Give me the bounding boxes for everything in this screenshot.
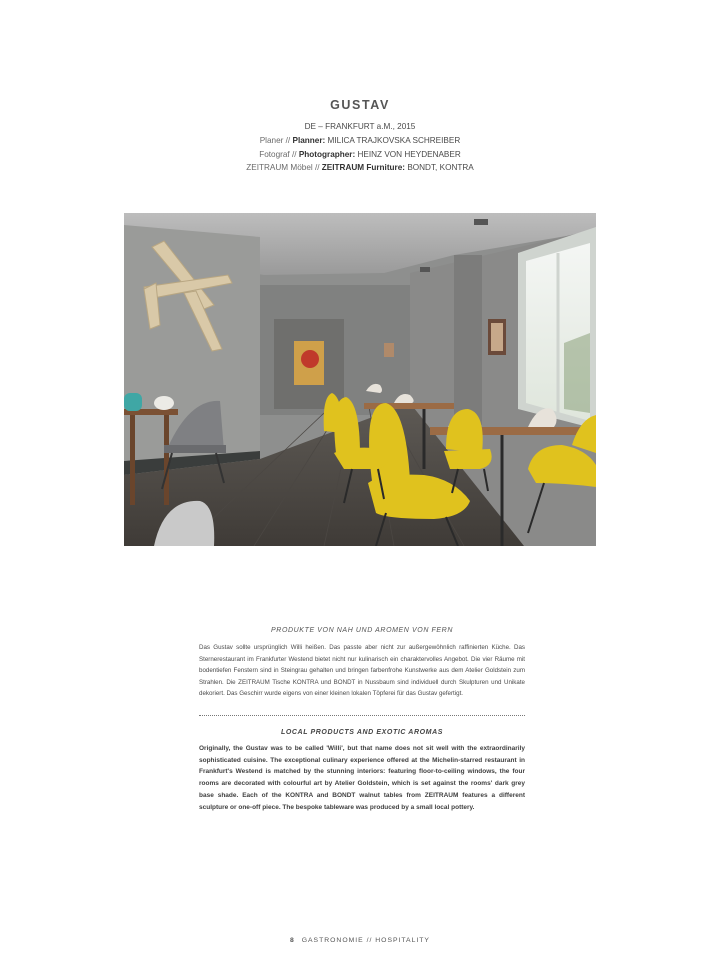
page-footer	[0, 937, 720, 944]
photographer-label-de: Fotograf //	[259, 149, 297, 159]
planner-label-de: Planer //	[259, 135, 291, 145]
footer-section: GASTRONOMIE // HOSPITALITY	[301, 937, 430, 944]
german-body: Das Gustav sollte ursprünglich Willi heißen. Das passte aber nicht zur außergewöhnlich raffinierten Küche. Das Sternerestaurant im Frankfurter Westend bietet nicht nur kulinarisch ein charaktervolles Angebot. Die vier Räume mit bodentiefen Fenstern sind in Steingrau gehalten und bringen farbenfrohe Kunstwerke aus dem Atelier Goldstein zum Strahlen. Die ZEITRAUM Tische KONTRA und BONDT in Nussbaum sind individuell durch Skulpturen und Unikate dekoriert. Das Geschirr wurde eigens von einer kleinen lokalen Töpferei für das Gustav gefertigt.	[199, 644, 525, 698]
furniture-label-en: ZEITRAUM Furniture:	[321, 163, 406, 173]
photographer-name: HEINZ VON HEYDENABER	[357, 149, 461, 159]
planner-name: MILICA TRAJKOVSKA SCHREIBER	[327, 135, 461, 145]
project-location: DE – FRANKFURT a.M., 2015	[304, 122, 416, 131]
page-number: 8	[290, 937, 295, 944]
furniture-label-de: ZEITRAUM Möbel //	[246, 163, 320, 173]
article-header	[0, 98, 720, 175]
photographer-label-en: Photographer:	[298, 149, 356, 159]
german-heading: PRODUKTE VON NAH UND AROMEN VON FERN	[271, 627, 453, 634]
section-divider	[199, 715, 525, 716]
credit-planner	[0, 134, 720, 148]
credit-photographer	[0, 148, 720, 162]
english-body: Originally, the Gustav was to be called 'Willi', but that name does not sit well with the extraordinarily sophisticated cuisine. The exceptional culinary experience offered at the Michelin-starred restaurant in Frankfurt's Westend is matched by the stunning interiors: featuring floor-to-ceiling windows, the four rooms are decorated with colourful art by Atelier Goldstein, which is set against the rooms' dark grey base shade. Each of the KONTRA and BONDT walnut tables from ZEITRAUM features a different sculpture or one-off piece. The bespoke tableware was produced by a small local pottery.	[199, 745, 525, 811]
restaurant-photo	[124, 213, 596, 546]
furniture-name: BONDT, KONTRA	[407, 163, 474, 173]
english-heading: LOCAL PRODUCTS AND EXOTIC AROMAS	[280, 729, 444, 736]
credit-furniture	[0, 161, 720, 175]
project-title: GUSTAV	[330, 98, 390, 112]
planner-label-en: Planner:	[292, 135, 326, 145]
